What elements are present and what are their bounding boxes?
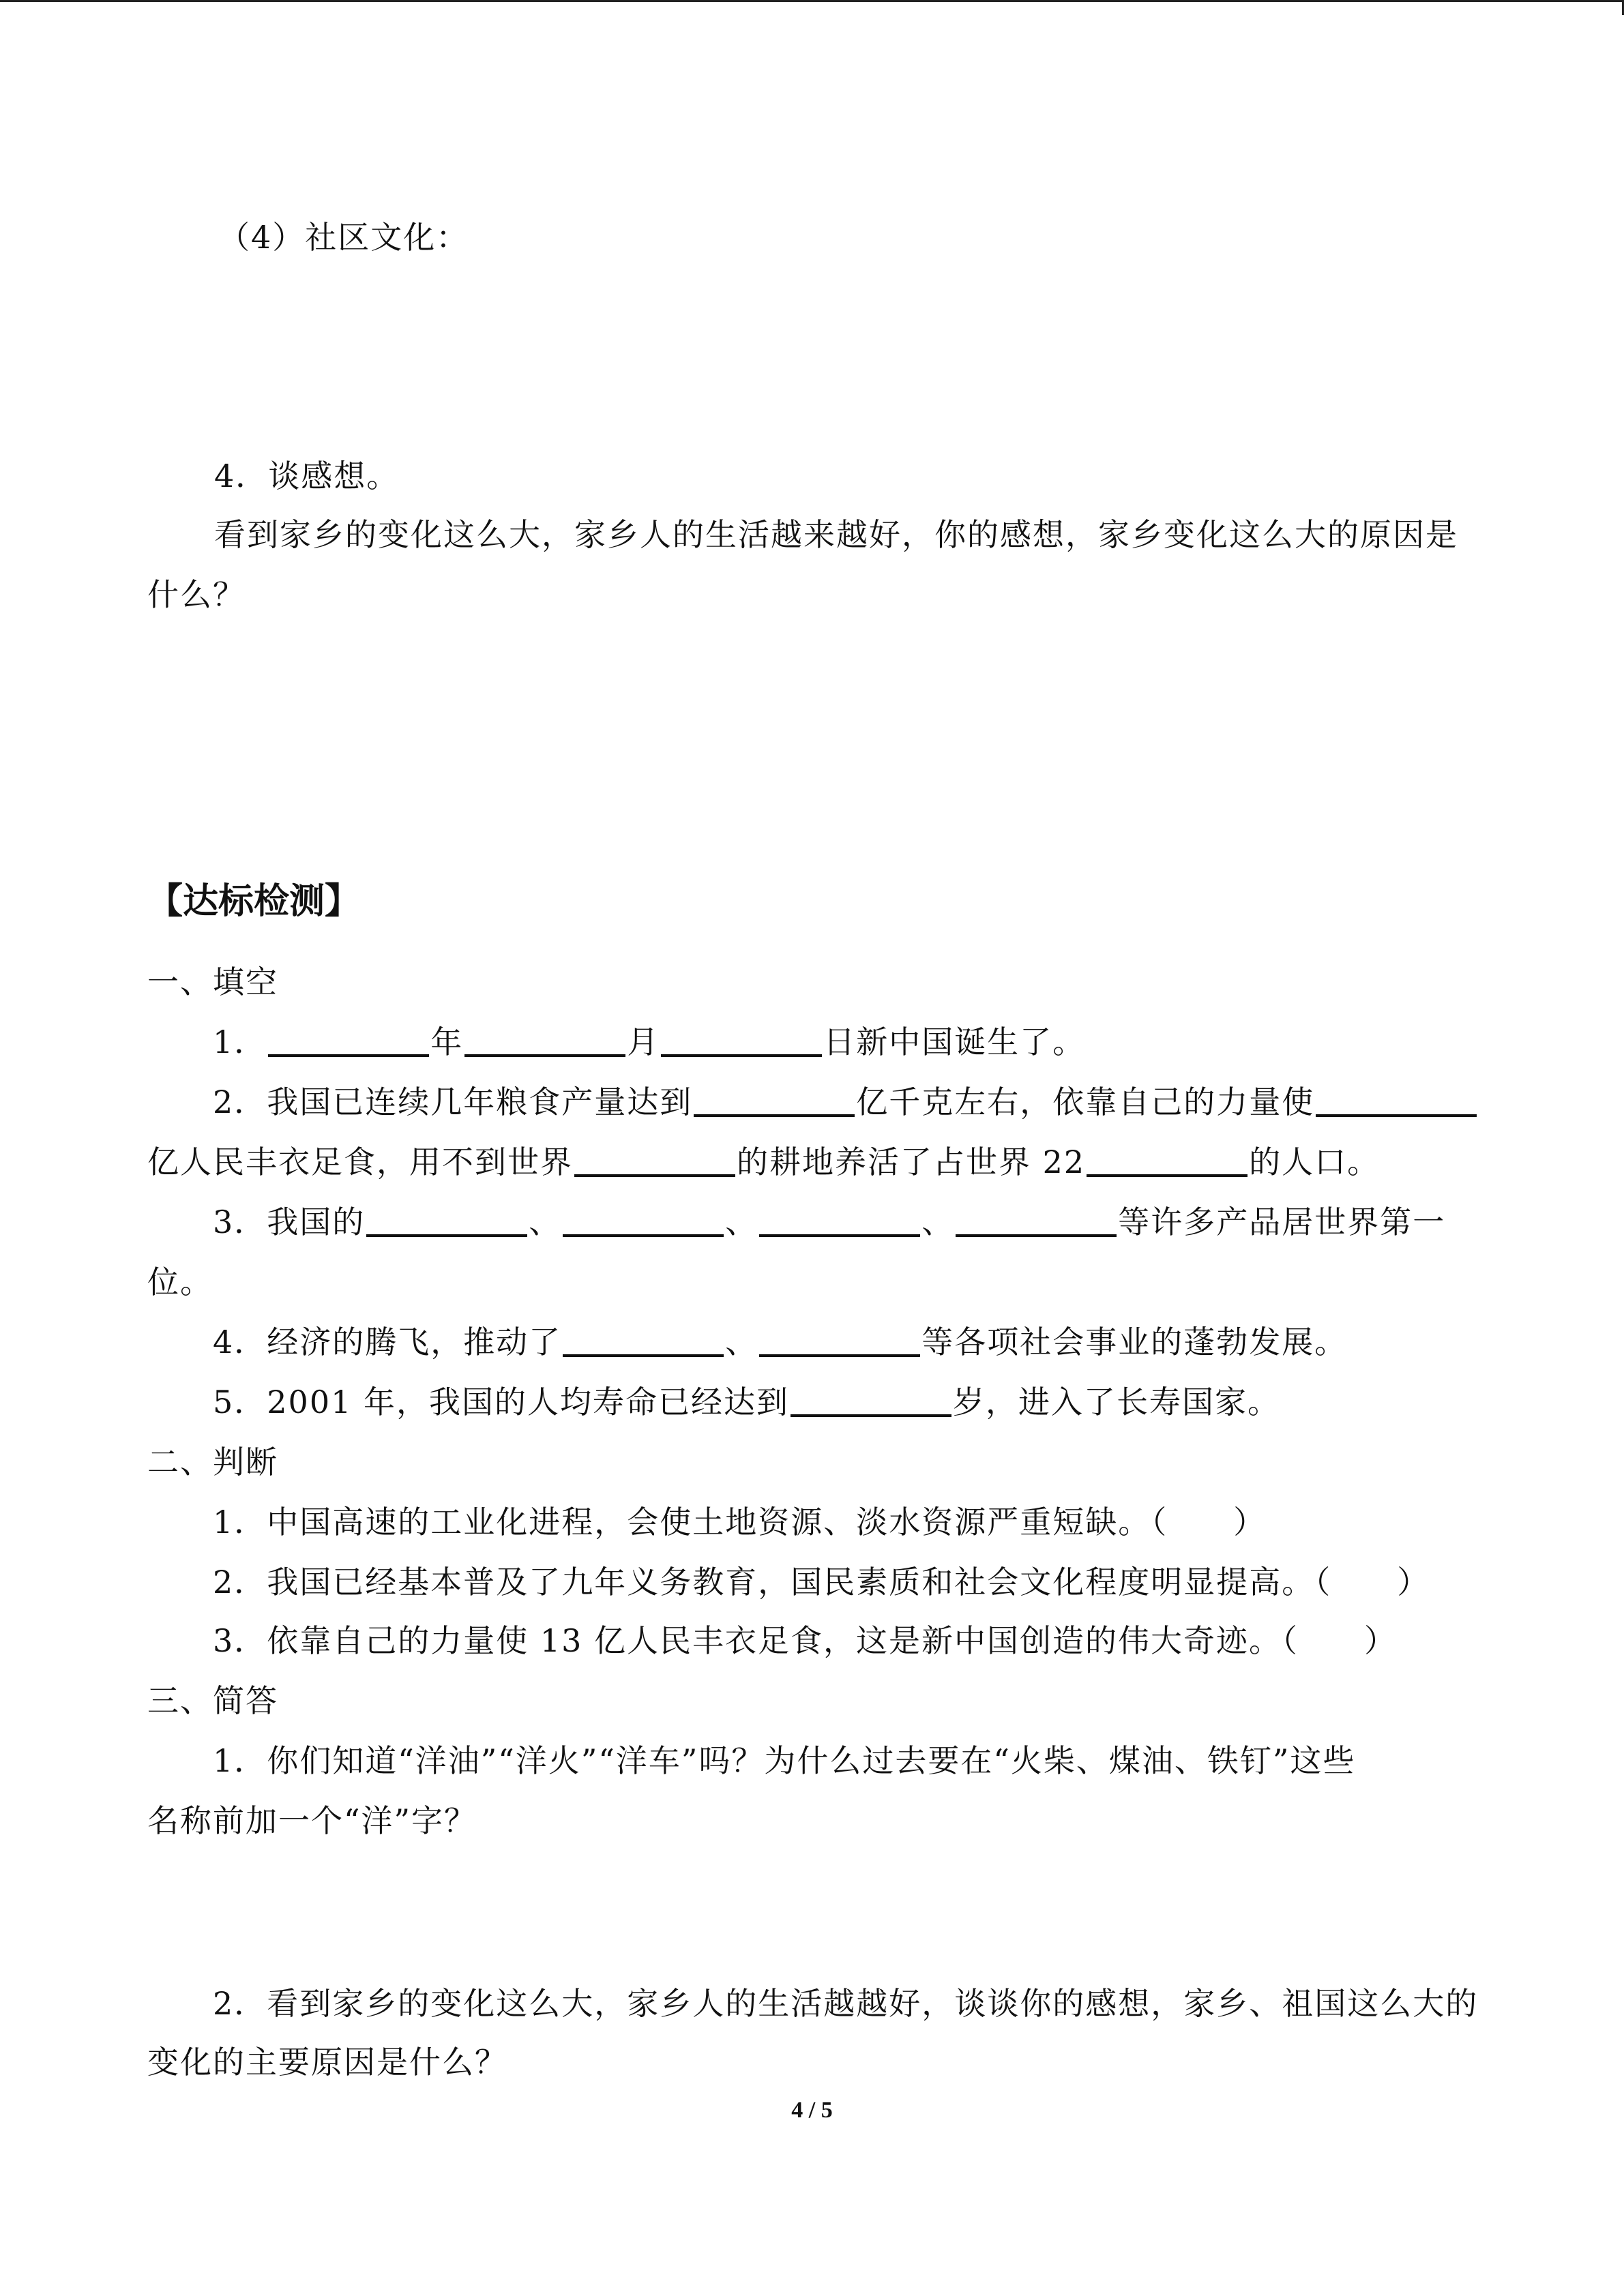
q-text: 1．中国高速的工业化进程，会使土地资源、淡水资源严重短缺。（ <box>213 1504 1168 1540</box>
q-text: 月 <box>627 1024 660 1060</box>
assessment-heading: 【达标检测】 <box>147 881 361 922</box>
fill-q1 <box>213 1022 1085 1062</box>
answer-blank[interactable] <box>563 1207 724 1237</box>
separator: 、 <box>725 1204 758 1240</box>
q-text: 的人口。 <box>1249 1144 1381 1180</box>
judge-q3 <box>213 1620 1397 1661</box>
page-top-border <box>0 0 1624 2</box>
short-answer-title: 三、简答 <box>147 1682 278 1719</box>
q-text: 的耕地养活了占世界 22 <box>737 1144 1086 1180</box>
answer-blank[interactable] <box>759 1207 920 1237</box>
answer-blank[interactable] <box>563 1327 724 1357</box>
judge-q2 <box>213 1562 1430 1602</box>
answer-blank[interactable] <box>759 1327 920 1357</box>
short-q1-line1: 1．你们知道“洋油”“洋火”“洋车”吗？为什么过去要在“火柴、煤油、铁钉”这些 <box>213 1742 1356 1779</box>
answer-blank[interactable] <box>464 1027 625 1057</box>
reflection-heading: 4．谈感想。 <box>214 458 400 494</box>
answer-blank[interactable] <box>956 1207 1117 1237</box>
judge-q1 <box>213 1502 1266 1542</box>
q-text: 等许多产品居世界第一 <box>1118 1204 1446 1240</box>
answer-blank[interactable] <box>574 1147 735 1177</box>
q-text: 等各项社会事业的蓬勃发展。 <box>921 1324 1348 1360</box>
separator: 、 <box>921 1204 955 1240</box>
q-text: 亿人民丰衣足食，用不到世界 <box>147 1144 573 1180</box>
q-number: 3． <box>213 1204 267 1240</box>
q-text: 2．我国已经基本普及了九年义务教育，国民素质和社会文化程度明显提高。（ <box>213 1564 1332 1600</box>
separator: 、 <box>725 1324 758 1360</box>
fill-q3-line2: 位。 <box>147 1264 213 1300</box>
short-q1-line2: 名称前加一个“洋”字？ <box>147 1802 477 1839</box>
q-text: 亿千克左右，依靠自己的力量使 <box>856 1084 1315 1120</box>
reflection-question-line2: 什么？ <box>147 576 246 613</box>
q-number: 5． <box>213 1384 267 1420</box>
short-q2-line2: 变化的主要原因是什么？ <box>147 2044 507 2081</box>
fill-q5 <box>213 1382 1280 1422</box>
fill-q3-line1 <box>213 1202 1445 1242</box>
q-text: 年 <box>430 1024 464 1060</box>
page-number: 4 / 5 <box>791 2098 833 2123</box>
answer-blank[interactable] <box>1087 1147 1247 1177</box>
fill-q2-line2 <box>147 1142 1380 1182</box>
q-text: 我国已连续几年粮食产量达到 <box>267 1084 693 1120</box>
answer-blank[interactable] <box>366 1207 527 1237</box>
answer-blank[interactable] <box>791 1387 951 1417</box>
paren-close: ） <box>1397 1564 1430 1600</box>
answer-blank[interactable] <box>268 1027 429 1057</box>
answer-blank[interactable] <box>1316 1087 1477 1117</box>
q-text: 岁，进入了长寿国家。 <box>952 1384 1280 1420</box>
fill-q4 <box>213 1322 1347 1362</box>
fill-blank-title: 一、填空 <box>147 964 278 1000</box>
q-text: 3．依靠自己的力量使 13 亿人民丰衣足食，这是新中国创造的伟大奇迹。（ <box>213 1622 1299 1659</box>
judge-title: 二、判断 <box>147 1444 278 1480</box>
q-text: 我国的 <box>267 1204 366 1240</box>
fill-q2-line1 <box>213 1082 1478 1122</box>
paren-close: ） <box>1233 1504 1267 1540</box>
community-culture-item: （4）社区文化： <box>218 219 469 256</box>
q-text: 日新中国诞生了。 <box>823 1024 1086 1060</box>
q-number: 4． <box>213 1324 267 1360</box>
q-number: 2． <box>213 1084 267 1120</box>
q-number: 1． <box>213 1024 267 1060</box>
short-q2-line1: 2．看到家乡的变化这么大，家乡人的生活越越好，谈谈你的感想，家乡、祖国这么大的 <box>213 1985 1479 2022</box>
answer-blank[interactable] <box>694 1087 855 1117</box>
paren-close: ） <box>1364 1622 1398 1659</box>
q-text: 2001 年，我国的人均寿命已经达到 <box>267 1384 789 1420</box>
reflection-question-line1: 看到家乡的变化这么大，家乡人的生活越来越好，你的感想，家乡变化这么大的原因是 <box>214 516 1458 553</box>
q-text: 经济的腾飞，推动了 <box>267 1324 562 1360</box>
separator: 、 <box>529 1204 562 1240</box>
answer-blank[interactable] <box>661 1027 822 1057</box>
